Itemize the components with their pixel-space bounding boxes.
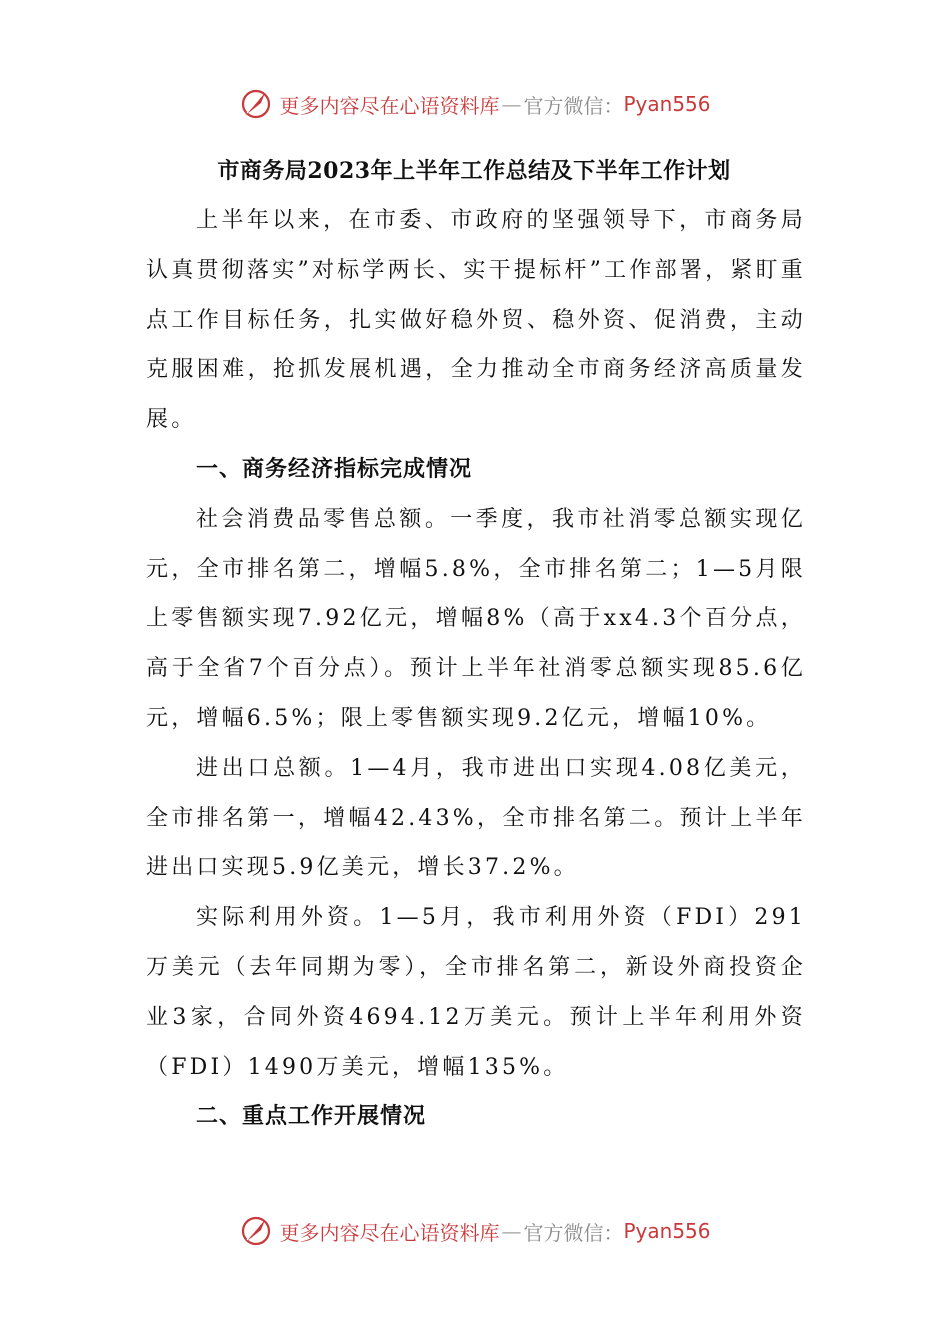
section-2-heading: 二、重点工作开展情况 xyxy=(196,1103,427,1130)
document-title: 市商务局2023年上半年工作总结及下半年工作计划 xyxy=(217,158,731,184)
watermark-red-text: 更多内容尽在心语资料库 xyxy=(279,93,500,118)
watermark-banner-top xyxy=(0,84,950,124)
document-body xyxy=(146,146,806,1142)
watermark-dash: — xyxy=(501,1219,522,1243)
section-1-heading: 一、商务经济指标完成情况 xyxy=(196,455,473,482)
import-export-paragraph: 进出口总额。1—4月，我市进出口实现4.08亿美元，全市排名第一，增幅42.43%，全市排名第二。预计上半年进出口实现5.9亿美元，增长37.2%。 xyxy=(146,755,806,881)
watermark-gray-text: 官方微信： xyxy=(523,93,624,118)
watermark-dash: — xyxy=(501,92,522,116)
watermark-id: Pyan556 xyxy=(623,92,711,116)
watermark-banner-bottom xyxy=(0,1211,950,1251)
quill-pen-circle-icon xyxy=(239,1214,273,1248)
foreign-investment-paragraph: 实际利用外资。1—5月，我市利用外资（FDI）291万美元（去年同期为零），全市排名第二，新设外商投资企业3家，合同外资4694.12万美元。预计上半年利用外资（FDI）1490万美元，增幅135%。 xyxy=(146,905,806,1080)
retail-sales-paragraph: 社会消费品零售总额。一季度，我市社消零总额实现亿元，全市排名第二，增幅5.8%，全市排名第二；1—5月限上零售额实现7.92亿元，增幅8%（高于xx4.3个百分点，高于全省7个百分点）。预计上半年社消零总额实现85.6亿元，增幅6.5%；限上零售额实现9.2亿元，增幅10%。 xyxy=(146,506,806,731)
watermark-id: Pyan556 xyxy=(623,1219,711,1243)
watermark-red-text: 更多内容尽在心语资料库 xyxy=(279,1220,500,1245)
intro-paragraph: 上半年以来，在市委、市政府的坚强领导下，市商务局认真贯彻落实”对标学两长、实干提标杆”工作部署，紧盯重点工作目标任务，扎实做好稳外贸、稳外资、促消费，主动克服困难，抢抓发展机遇，全力推动全市商务经济高质量发展。 xyxy=(146,208,806,433)
watermark-gray-text: 官方微信： xyxy=(523,1220,624,1245)
quill-pen-circle-icon xyxy=(239,87,273,121)
